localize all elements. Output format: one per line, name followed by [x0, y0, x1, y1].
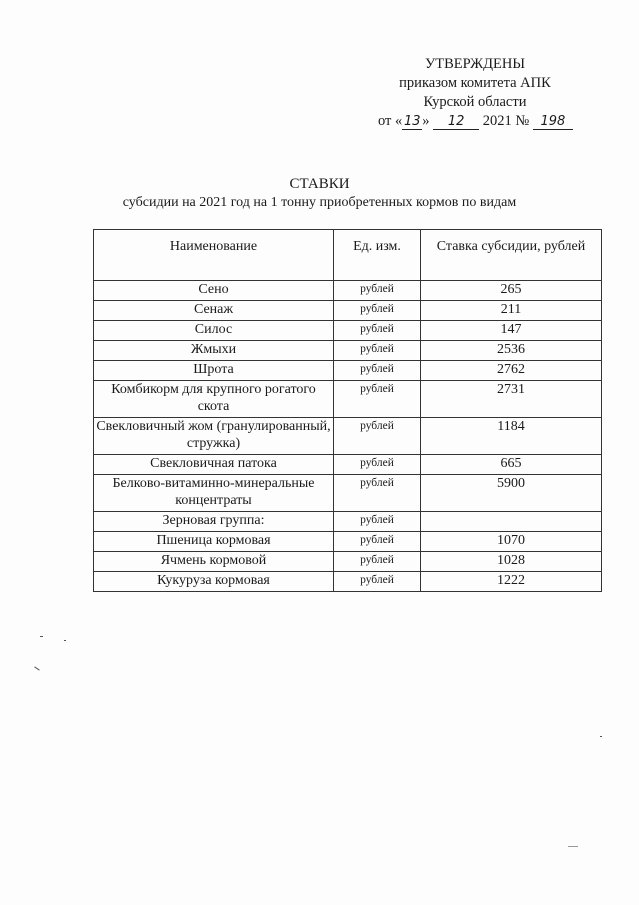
row-unit: рублей — [334, 512, 421, 532]
row-unit: рублей — [334, 281, 421, 301]
row-unit: рублей — [334, 341, 421, 361]
row-rate — [421, 512, 602, 532]
row-name: Свекловичный жом (гранулированный, стружка) — [94, 418, 334, 455]
row-name: Сенаж — [94, 301, 334, 321]
row-unit: рублей — [334, 381, 421, 418]
row-rate: 5900 — [421, 475, 602, 512]
row-name: Силос — [94, 321, 334, 341]
table-row — [94, 552, 602, 572]
row-rate: 665 — [421, 455, 602, 475]
scan-speck — [40, 636, 43, 637]
row-name: Зерновая группа: — [94, 512, 334, 532]
table-row — [94, 418, 602, 455]
row-name: Свекловичная патока — [94, 455, 334, 475]
row-rate: 2731 — [421, 381, 602, 418]
row-unit: рублей — [334, 572, 421, 592]
table-row — [94, 321, 602, 341]
table-row — [94, 361, 602, 381]
header-rate: Ставка субсидии, рублей — [421, 230, 602, 281]
handwritten-day: 13 — [404, 114, 421, 129]
header-unit: Ед. изм. — [334, 230, 421, 281]
table-row — [94, 512, 602, 532]
date-quote-close: » — [422, 113, 430, 129]
table-row — [94, 341, 602, 361]
handwritten-month: 12 — [433, 114, 479, 130]
row-unit: рублей — [334, 321, 421, 341]
row-unit: рублей — [334, 552, 421, 572]
document-title: СТАВКИ — [289, 176, 350, 192]
approval-order-line: приказом комитета АПК — [399, 75, 551, 91]
row-name: Шрота — [94, 361, 334, 381]
approval-heading: УТВЕРЖДЕНЫ — [424, 56, 526, 72]
row-name: Комбикорм для крупного рогатого скота — [94, 381, 334, 418]
table-row — [94, 301, 602, 321]
scan-speck — [568, 846, 578, 847]
row-unit: рублей — [334, 455, 421, 475]
table-row — [94, 281, 602, 301]
table-row — [94, 475, 602, 512]
row-name: Жмыхи — [94, 341, 334, 361]
table-header-row — [94, 230, 602, 281]
row-name: Белково-витаминно-минеральные концентраты — [94, 475, 334, 512]
row-name: Пшеница кормовая — [94, 532, 334, 552]
row-unit: рублей — [334, 361, 421, 381]
approval-date-line — [378, 112, 600, 131]
row-unit: рублей — [334, 301, 421, 321]
table-row — [94, 381, 602, 418]
approval-region-line: Курской области — [423, 94, 527, 110]
table-row — [94, 572, 602, 592]
row-rate: 2536 — [421, 341, 602, 361]
row-rate: 1028 — [421, 552, 602, 572]
approval-block — [350, 55, 600, 131]
row-unit: рублей — [334, 418, 421, 455]
date-prefix: от « — [378, 113, 403, 129]
row-name: Ячмень кормовой — [94, 552, 334, 572]
table-row — [94, 532, 602, 552]
row-rate: 1222 — [421, 572, 602, 592]
row-rate: 2762 — [421, 361, 602, 381]
scan-speck — [64, 640, 66, 641]
row-rate: 211 — [421, 301, 602, 321]
row-rate: 147 — [421, 321, 602, 341]
date-year: 2021 — [482, 113, 512, 129]
scan-speck — [34, 666, 39, 670]
row-unit: рублей — [334, 532, 421, 552]
row-rate: 1184 — [421, 418, 602, 455]
row-unit: рублей — [334, 475, 421, 512]
subsidy-rates-table — [93, 229, 602, 592]
row-rate: 265 — [421, 281, 602, 301]
row-name: Кукуруза кормовая — [94, 572, 334, 592]
table-row — [94, 455, 602, 475]
scan-speck — [600, 736, 602, 737]
handwritten-order-number: 198 — [533, 114, 573, 130]
header-name: Наименование — [94, 230, 334, 281]
document-subtitle: субсидии на 2021 год на 1 тонну приобретенных кормов по видам — [122, 195, 517, 210]
row-name: Сено — [94, 281, 334, 301]
number-sign: № — [515, 113, 530, 129]
row-rate: 1070 — [421, 532, 602, 552]
